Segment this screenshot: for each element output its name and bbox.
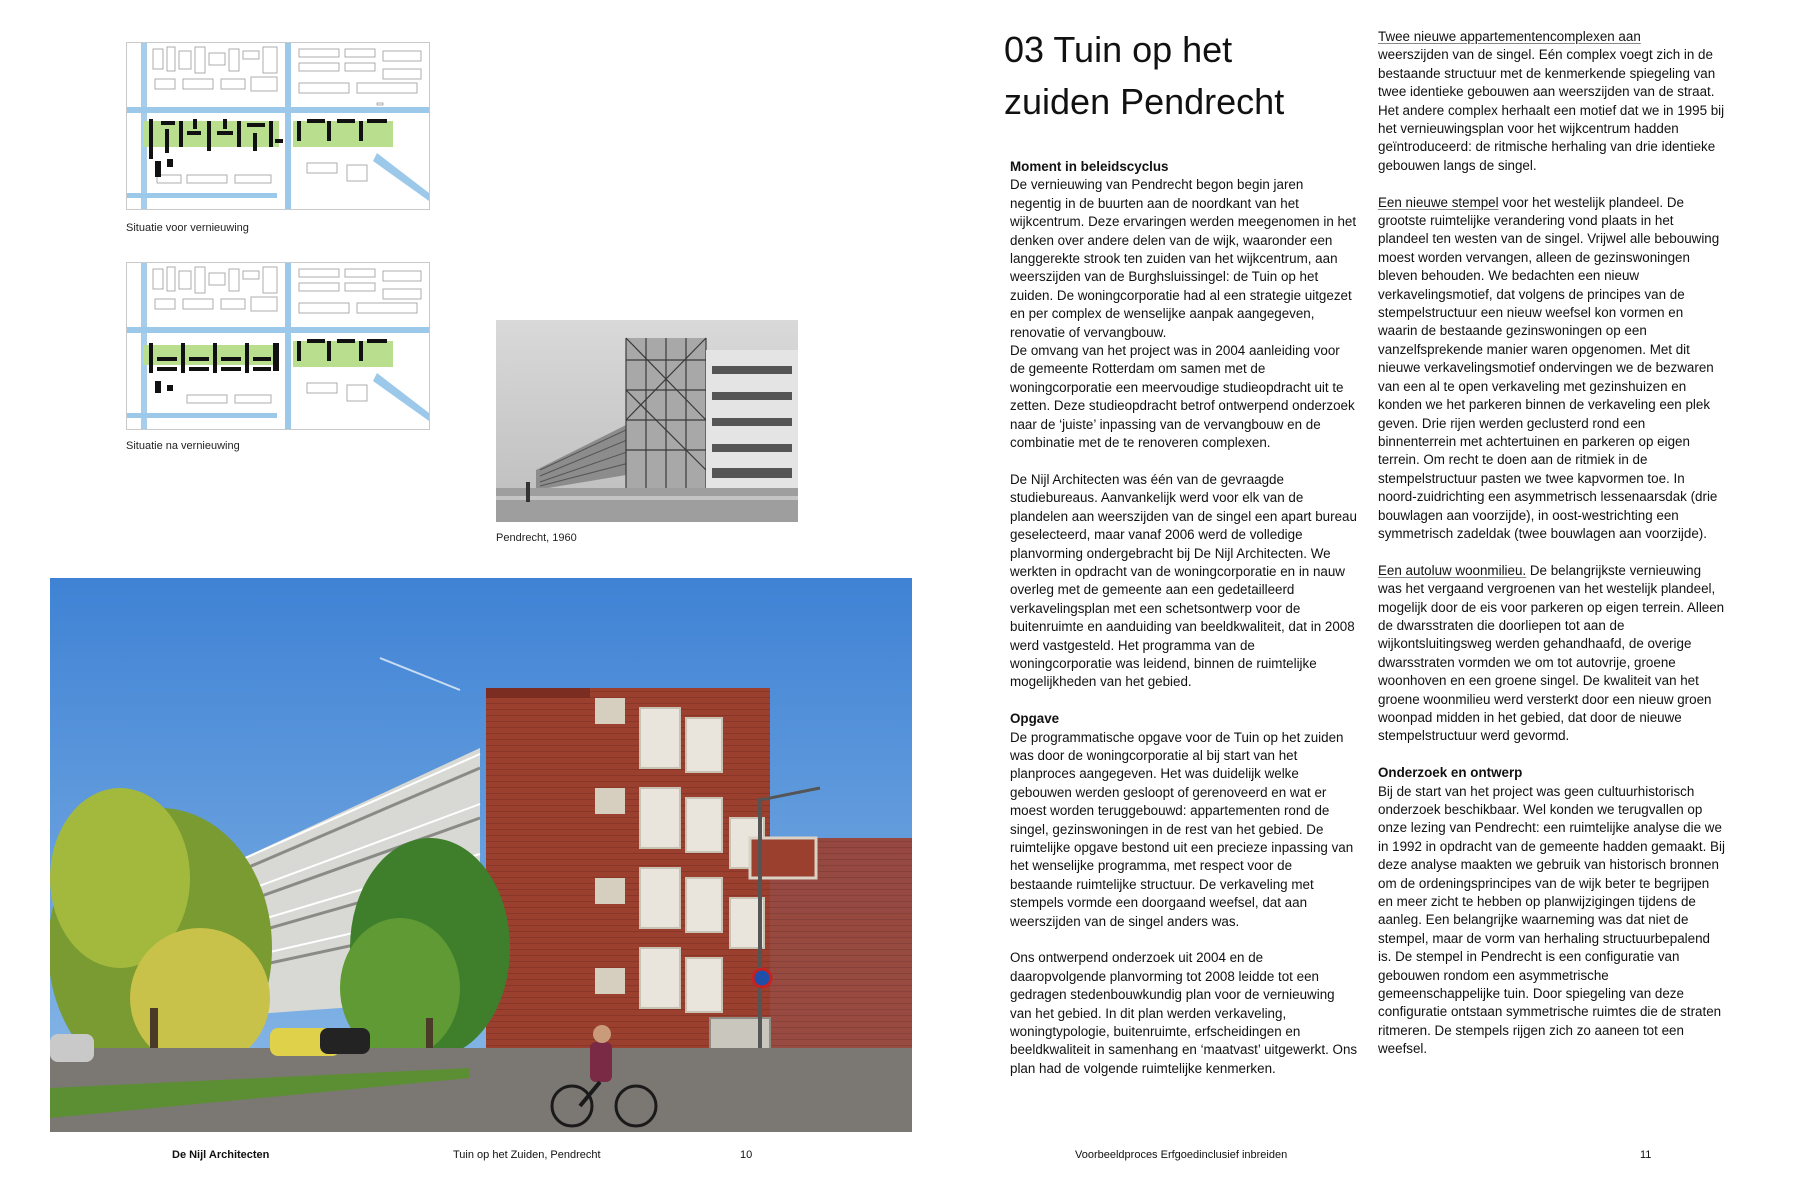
lead-apartments: Twee nieuwe appartementencomplexen aan [1378,29,1641,44]
paragraph-autoluw [1378,562,1726,746]
paragraph-autoluw-body: De belangrijkste vernieuwing was het vergaand vergroenen van het westelijk plandeel, mogelijk door de eis voor parkeren op eigen terrein. Alleen de dwarsstraten die doorliepen tot aan de wijkontsluitingsweg werden gehandhaafd, de overige dwarsstraten vormden we om tot autovrije, groene woonhoven en een groene singel. De kwaliteit van het groene woonmilieu werd versterkt door een nieuw groen woonpad midden in het gebied, dat door de nieuwe stempelstructuur werd gevormd. [1378,562,1725,744]
building-photo [50,578,912,1132]
lead-autoluw: Een autoluw woonmilieu. [1378,562,1527,578]
paragraph-stempel-body: voor het westelijk plandeel. De grootste ruimtelijke verandering vond plaats in het plandeel ten westen van de singel. Vrijwel alle bebouwing moest worden vervangen, alleen de gezinswoningen bleven behouden. We bedachten een nieuw verkavelingsmotief, dat volgens de principes van de stempelstructuur een nieuw weefsel kon vormen en waarin de bestaande gezinswoningen op een vanzelfsprekende manier waren opgenomen. Met dit nieuwe verkavelingsmotief ondervingen we de bezwaren van een al te open verkaveling met gezinshuizen en konden we het parkeren binnen de verkaveling een plek geven. Drie rijen werden geclusterd rond een binnenterrein met achtertuinen en parkeren op eigen terrein. Om recht te doen aan de ritmiek in de stempelstructuur pasten we twee kapvormen toe. In noord-zuidrichting een asymmetrisch lessenaarsdak (drie bouwlagen aan voorzijde), in oost-westrichting een symmetrisch zadeldak (twee bouwlagen aan voorzijde). [1378,194,1720,541]
paragraph-apartments [1378,28,1726,175]
paragraph-moment-2: De omvang van het project was in 2004 aanleiding voor de gemeente Rotterdam om samen met de woningcorporatie een meervoudige studieopdracht uit te zetten. Deze studieopdracht betrof ontwerpend onderzoek naar de ‘juiste’ inpassing van de vervangbouw en de combinatie met de te renoveren complexen. [1010,343,1355,451]
footer-publication: Voorbeeldproces Erfgoedinclusief inbreiden [1075,1149,1288,1161]
paragraph-apartments-body: weerszijden van de singel. Eén complex voegt zich in de bestaande structuur met de kenmerkende spiegeling van twee identieke gebouwen aan weerszijden van de straat. Het andere complex herhaalt een motief dat we in 1995 bij het vernieuwingsplan voor het wijkcentrum hadden geïntroduceerd: de ritmische herhaling van drie identieke gebouwen langs de singel. [1378,47,1725,173]
historic-photo [496,320,798,522]
paragraph-opgave-1: De programmatische opgave voor de Tuin op het zuiden was door de woningcorporatie al bij start van het planproces aangegeven. Het was duidelijk welke gebouwen werden gesloopt of gerenoveerd en wat er moest worden teruggebouwd: appartementen rond de singel, gezinswoningen in de rest van het gebied. De ruimtelijke opgave bestond uit een precieze inpassing van het wenselijke programma, met respect voor de bestaande ruimtelijke structuur. De verkaveling met stempels vormde een doorgaand weefsel, dat aan weerszijden van de singel anders was. [1010,729,1354,929]
paragraph-stempel [1378,194,1726,544]
footer-page-number-right: 11 [1640,1149,1652,1161]
historic-photo-caption: Pendrecht, 1960 [496,532,577,544]
page-title-line1: 03 Tuin op het [1004,29,1233,70]
heading-moment: Moment in beleidscyclus [1010,159,1169,174]
footer-page-number-left: 10 [740,1149,753,1161]
paragraph-onderzoek: Bij de start van het project was geen cultuurhistorisch onderzoek beschikbaar. Wel konden we terugvallen op onze lezing van Pendrecht: een ruimtelijke analyse die we in 1992 in opdracht van de gemeente hadden gemaakt. Bij deze analyse maakten we gebruik van historisch bronnen om de ordeningsprincipes van de wijk beter te begrijpen en meer zicht te hebben op planwijzigingen tijdens de aanleg. Een belangrijke waarneming was dat niet de stempel, maar de vorm van herhaling structuurbepalend is. De stempel in Pendrecht is een configuratie van gebouwen rondom een asymmetrische gemeenschappelijke tuin. Door spiegeling van deze configuratie ontstaan symmetrische ruimtes die de straten ritmeren. De stempels rijgen zich zo aaneen tot een weefsel. [1378,783,1725,1057]
page-title-line2: zuiden Pendrecht [1004,81,1285,122]
paragraph-moment-1: De vernieuwing van Pendrecht begon begin jaren negentig in de buurten aan de noordkant van het wijkcentrum. Deze ervaringen werden meegenomen in het denken over andere delen van de wijk, waaronder een langgerekte strook ten zuiden van het wijkcentrum, aan weerszijden van de Burghsluissingel: de Tuin op het zuiden. De woningcorporatie had al een strategie uitgezet en per complex de wenselijke aanpak aangegeven, renovatie of vervangbouw. [1010,177,1357,340]
text-column-2 [1378,28,1726,1077]
heading-opgave: Opgave [1010,711,1060,727]
footer-brand: De Nijl Architecten [172,1149,270,1161]
map-after-caption: Situatie na vernieuwing [126,440,240,452]
lead-stempel: Een nieuwe stempel [1378,194,1499,210]
text-column-1 [1010,158,1358,1097]
page-title [1004,24,1344,128]
map-before [126,42,430,210]
paragraph-opgave-2: Ons ontwerpend onderzoek uit 2004 en de daaropvolgende planvorming tot 2008 leidde tot een gedragen stedenbouwkundig plan voor de vernieuwing van het gebied. In dit plan werden verkaveling, woningtypologie, buitenruimte, erfscheidingen en beeldkwaliteit in samenhang en ‘maatvast’ uitgewerkt. Ons plan had de volgende ruimtelijke kenmerken. [1010,950,1358,1076]
footer-project: Tuin op het Zuiden, Pendrecht [453,1149,601,1161]
map-before-caption: Situatie voor vernieuwing [126,222,249,234]
map-after [126,262,430,430]
heading-onderzoek: Onderzoek en ontwerp [1378,765,1523,781]
paragraph-moment-3: De Nijl Architecten was één van de gevraagde studiebureaus. Aanvankelijk werd voor elk van de plandelen aan weerszijden van de singel een apart bureau geselecteerd, maar vanaf 2006 werd de volledige planvorming ondergebracht bij De Nijl Architecten. We werkten in opdracht van de woningcorporatie en in nauw overleg met de gemeente aan een gedetailleerd verkavelingsplan met een schetsontwerp voor de buitenruimte en aanduiding van beeldkwaliteit, dat in 2008 werd vastgesteld. Het programma van de woningcorporatie was leidend, binnen de ruimtelijke mogelijkheden van het gebied. [1010,471,1357,690]
